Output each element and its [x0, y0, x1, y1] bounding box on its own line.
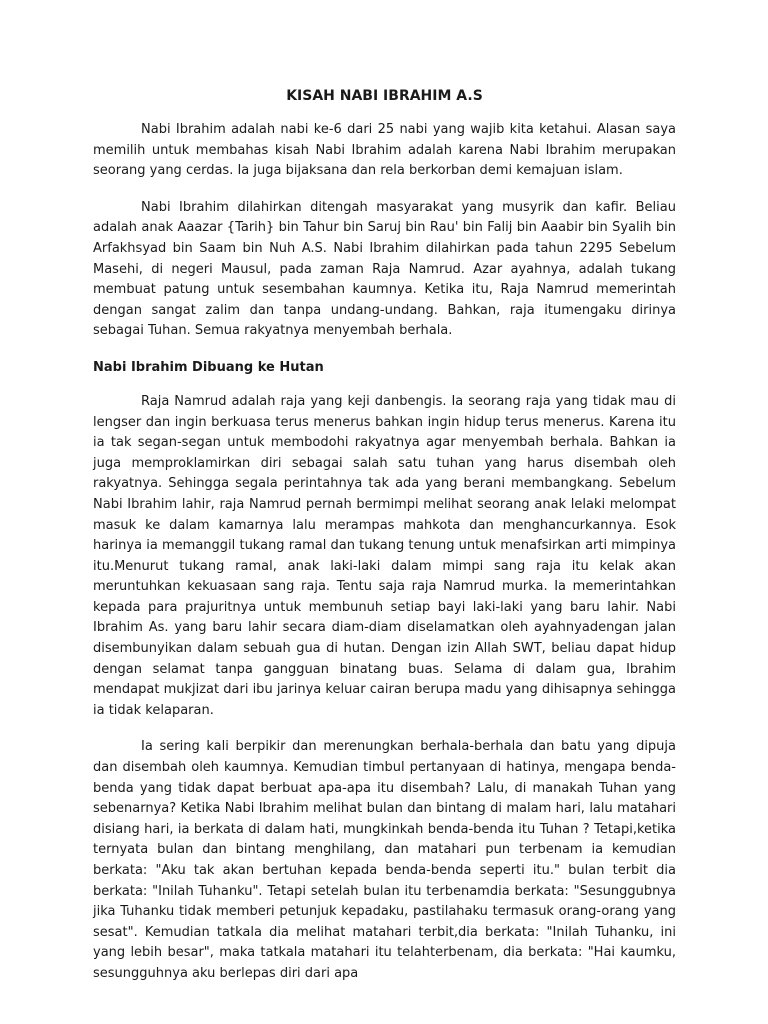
paragraph-section-1: Raja Namrud adalah raja yang keji danbengis. Ia seorang raja yang tidak mau di lengser dan ingin berkuasa terus menerus bahkan ingin hidup terus menerus. Karena itu ia tak segan-segan untuk membodohi rakyatnya agar menyembah berhala. Bahkan ia juga memproklamirkan diri sebagai salah satu tuhan yang harus disembah oleh rakyatnya. Sehingga segala perintahnya tak ada yang berani membangkang. Sebelum Nabi Ibrahim lahir, raja Namrud pernah bermimpi melihat seorang anak lelaki melompat masuk ke dalam kamarnya lalu merampas mahkota dan menghancurkannya. Esok harinya ia memanggil tukang ramal dan tukang tenung untuk menafsirkan arti mimpinya itu.Menurut tukang ramal, anak laki-laki dalam mimpi sang raja itu kelak akan meruntuhkan kekuasaan sang raja. Tentu saja raja Namrud murka. Ia memerintahkan kepada para prajuritnya untuk membunuh setiap bayi laki-laki yang baru lahir. Nabi Ibrahim As. yang baru lahir secara diam-diam diselamatkan oleh ayahnyadengan jalan disembunyikan dalam sebuah gua di hutan. Dengan izin Allah SWT, beliau dapat hidup dengan selamat tanpa gangguan binatang buas. Selama di dalam gua, Ibrahim mendapat mukjizat dari ibu jarinya keluar cairan berupa madu yang dihisapnya sehingga ia tidak kelaparan.: [93, 393, 676, 718]
paragraph-intro-2: Nabi Ibrahim dilahirkan ditengah masyarakat yang musyrik dan kafir. Beliau adalah anak Aaazar {Tarih} bin Tahur bin Saruj bin Rau' bin Falij bin Aaabir bin Syalih bin Arfakhsyad bin Saam bin Nuh A.S. Nabi Ibrahim dilahirkan pada tahun 2295 Sebelum Masehi, di negeri Mausul, pada zaman Raja Namrud. Azar ayahnya, adalah tukang membuat patung untuk sesembahan kaumnya. Ketika itu, Raja Namrud memerintah dengan sangat zalim dan tanpa undang-undang. Bahkan, raja itumengaku dirinya sebagai Tuhan. Semua rakyatnya menyembah berhala.: [93, 199, 676, 339]
section-heading: Nabi Ibrahim Dibuang ke Hutan: [93, 359, 324, 375]
document-title: KISAH NABI IBRAHIM A.S: [286, 88, 483, 104]
paragraph-section-2: Ia sering kali berpikir dan merenungkan berhala-berhala dan batu yang dipuja dan disembah oleh kaumnya. Kemudian timbul pertanyaan di hatinya, mengapa benda- benda yang tidak dapat berbuat apa-apa itu disembah? Lalu, di manakah Tuhan yang sebenarnya? Ketika Nabi Ibrahim melihat bulan dan bintang di malam hari, lalu matahari disiang hari, ia berkata di dalam hati, mungkinkah benda-benda itu Tuhan ? Tetapi,ketika ternyata bulan dan bintang menghilang, dan matahari pun terbenam ia kemudian berkata: "Aku tak akan bertuhan kepada benda-benda seperti itu." bulan terbit dia berkata: "Inilah Tuhanku". Tetapi setelah bulan itu terbenamdia berkata: "Sesunggubnya jika Tuhanku tidak memberi petunjuk kepadaku, pastilahaku termasuk orang-orang yang sesat". Kemudian tatkala dia melihat matahari terbit,dia berkata: "Inilah Tuhanku, ini yang lebih besar", maka tatkala matahari itu telahterbenam, dia berkata: "Hai kaumku, sesungguhnya aku berlepas diri dari apa: [93, 739, 676, 981]
paragraph-intro-1: Nabi Ibrahim adalah nabi ke-6 dari 25 nabi yang wajib kita ketahui. Alasan saya memilih untuk membahas kisah Nabi Ibrahim adalah karena Nabi Ibrahim merupakan seorang yang cerdas. Ia juga bijaksana dan rela berkorban demi kemajuan islam.: [93, 122, 676, 179]
